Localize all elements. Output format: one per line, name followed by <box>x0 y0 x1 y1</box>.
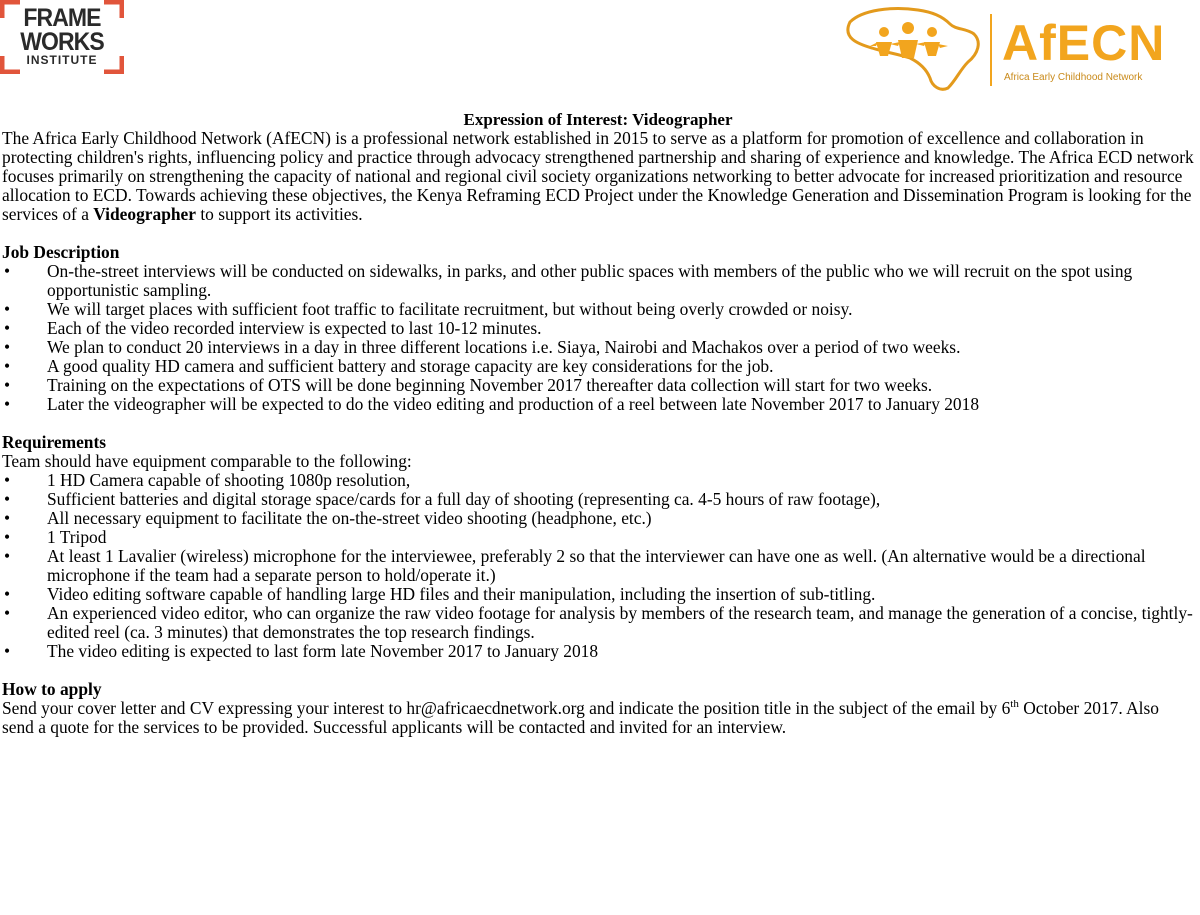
requirements-heading: Requirements <box>2 432 107 452</box>
document-body <box>2 110 1194 737</box>
intro-paragraph <box>2 129 1194 224</box>
list-item: • We plan to conduct 20 interviews in a day in three different locations i.e. Siaya, Nairobi and Machakos over a period of two weeks. <box>2 338 1194 357</box>
list-item: • We will target places with sufficient foot traffic to facilitate recruitment, but without being overly crowded or noisy. <box>2 300 1194 319</box>
intro-text-end: to support its activities. <box>196 204 363 224</box>
afecn-tagline: Africa Early Childhood Network <box>1004 72 1143 83</box>
logo-divider <box>990 14 992 86</box>
list-item: • Each of the video recorded interview is expected to last 10-12 minutes. <box>2 319 1194 338</box>
logo-word-works: WORKS <box>20 28 104 56</box>
intro-text-start: The Africa Early Childhood Network (AfECN) is a professional network established in 2015 to serve as a platform for promotion of excellence and collaboration in protecting children's rights, influencing policy and practice through advocacy strengthened partnership and sharing of experience and knowledge. The Africa ECD network focuses primarily on strengthening the capacity of national and regional civil society organizations networking to better advocate for increased prioritization and resource allocation to ECD. Towards achieving these objectives, the Kenya Reframing ECD Project under the Knowledge Generation and Dissemination Program is looking for the services of a <box>2 128 1194 224</box>
intro-bold-role: Videographer <box>93 204 196 224</box>
list-item: • 1 Tripod <box>2 528 1194 547</box>
how-to-apply-heading: How to apply <box>2 679 102 699</box>
spacer <box>2 661 1194 680</box>
list-item: • An experienced video editor, who can organize the raw video footage for analysis by members of the research team, and manage the generation of a concise, tightly-edited reel (ca. 3 minutes) that demonstrates the top research findings. <box>2 604 1194 642</box>
requirements-lead: Team should have equipment comparable to the following: <box>2 451 412 471</box>
apply-text-start: Send your cover letter and CV expressing your interest to hr@africaecdnetwork.org and indicate the position title in the subject of the email by 6 <box>2 698 1011 718</box>
frameworks-logo-text <box>6 6 118 67</box>
spacer <box>2 224 1194 243</box>
list-item: • The video editing is expected to last form late November 2017 to January 2018 <box>2 642 1194 661</box>
frameworks-institute-logo <box>0 0 124 74</box>
job-description-list <box>2 262 1194 414</box>
document-title: Expression of Interest: Videographer <box>463 110 733 129</box>
job-description-heading: Job Description <box>2 242 120 262</box>
how-to-apply-paragraph <box>2 699 1194 737</box>
logo-word-frame: FRAME <box>23 4 101 32</box>
spacer <box>2 414 1194 433</box>
list-item: • Video editing software capable of handling large HD files and their manipulation, including the insertion of sub-titling. <box>2 585 1194 604</box>
list-item: • Sufficient batteries and digital storage space/cards for a full day of shooting (representing ca. 4-5 hours of raw footage), <box>2 490 1194 509</box>
afecn-logo <box>832 2 1198 92</box>
africa-children-icon <box>832 2 992 92</box>
list-item: • A good quality HD camera and sufficient battery and storage capacity are key considerations for the job. <box>2 357 1194 376</box>
apply-text-end: October 2017. Also send a quote for the services to be provided. Successful applicants will be contacted and invited for an interview. <box>2 698 1159 737</box>
list-item: • On-the-street interviews will be conducted on sidewalks, in parks, and other public spaces with members of the public who we will recruit on the spot using opportunistic sampling. <box>2 262 1194 300</box>
date-superscript: th <box>1010 698 1019 711</box>
list-item: • Later the videographer will be expected to do the video editing and production of a reel between late November 2017 to January 2018 <box>2 395 1194 414</box>
afecn-wordmark: AfECN <box>1002 15 1166 71</box>
list-item: • Training on the expectations of OTS will be done beginning November 2017 thereafter data collection will start for two weeks. <box>2 376 1194 395</box>
list-item: • At least 1 Lavalier (wireless) microphone for the interviewee, preferably 2 so that the interviewer can have one as well. (An alternative would be a directional microphone if the team had a separate person to hold/operate it.) <box>2 547 1194 585</box>
requirements-list <box>2 471 1194 661</box>
list-item: • All necessary equipment to facilitate the on-the-street video shooting (headphone, etc.) <box>2 509 1194 528</box>
list-item: • 1 HD Camera capable of shooting 1080p resolution, <box>2 471 1194 490</box>
logo-word-institute: INSTITUTE <box>26 53 98 67</box>
